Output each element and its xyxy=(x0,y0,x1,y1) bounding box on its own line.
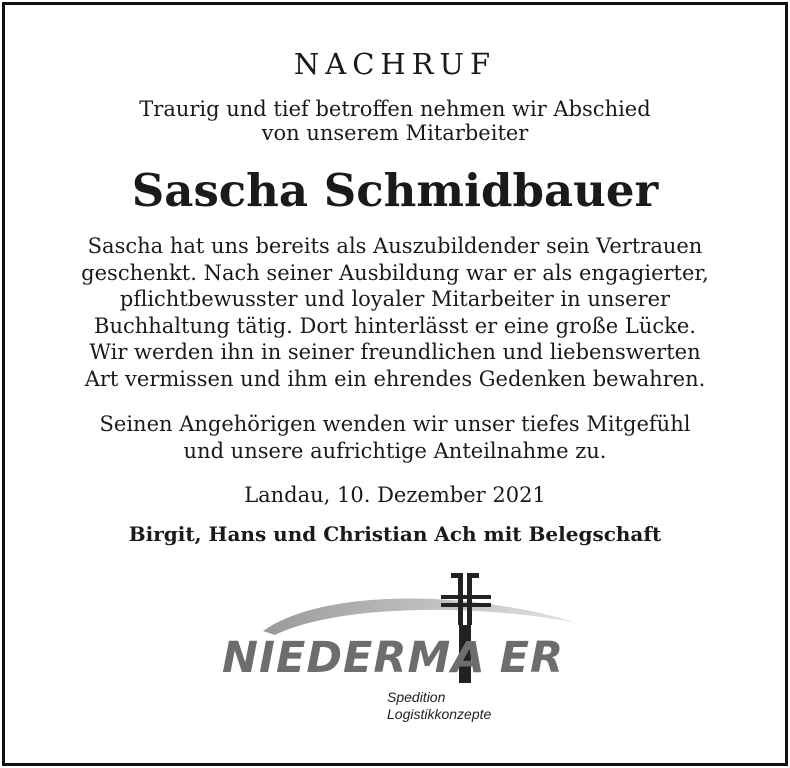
place-date: Landau, 10. Dezember 2021 xyxy=(244,483,546,507)
brand-wordmark-part1: NIEDERMA xyxy=(222,633,486,683)
intro-line: von unserem Mitarbeiter xyxy=(261,121,529,145)
brand-subline-2: Logistikkonzepte xyxy=(387,706,492,722)
swoosh-icon xyxy=(263,598,577,635)
intro-line: Traurig und tief betroffen nehmen wir Abschied xyxy=(139,97,651,121)
brand-subline xyxy=(387,689,491,723)
brand-wordmark xyxy=(222,635,564,681)
sympathy-line: und unsere aufrichtige Anteilnahme zu. xyxy=(183,438,607,463)
brand-subline-1: Spedition xyxy=(387,689,446,705)
tribute-line: pflichtbewusster und loyaler Mitarbeiter in unserer xyxy=(119,287,671,311)
tribute-line: Buchhaltung tätig. Dort hinterlässt er eine große Lücke. xyxy=(94,313,696,338)
tribute-line: Art vermissen und ihm ein ehrendes Gedenken bewahren. xyxy=(84,366,706,391)
sympathy-text xyxy=(5,411,785,464)
tribute-line: Sascha hat uns bereits als Auszubildender sein Vertrauen xyxy=(87,234,703,258)
notice-heading: NACHRUF xyxy=(293,47,497,81)
tribute-line: Wir werden ihn in seiner freundlichen und liebenswerten xyxy=(89,340,701,364)
signature: Birgit, Hans und Christian Ach mit Belegschaft xyxy=(128,522,662,546)
obituary-notice xyxy=(2,2,788,766)
sympathy-line: Seinen Angehörigen wenden wir unser tiefes Mitgefühl xyxy=(99,412,691,436)
deceased-name: Sascha Schmidbauer xyxy=(131,164,659,217)
intro-text xyxy=(5,97,785,145)
company-logo xyxy=(215,565,585,735)
tribute-text xyxy=(5,233,785,392)
brand-wordmark-part2: ER xyxy=(499,633,565,683)
tribute-line: geschenkt. Nach seiner Ausbildung war er als engagierter, xyxy=(81,260,709,285)
